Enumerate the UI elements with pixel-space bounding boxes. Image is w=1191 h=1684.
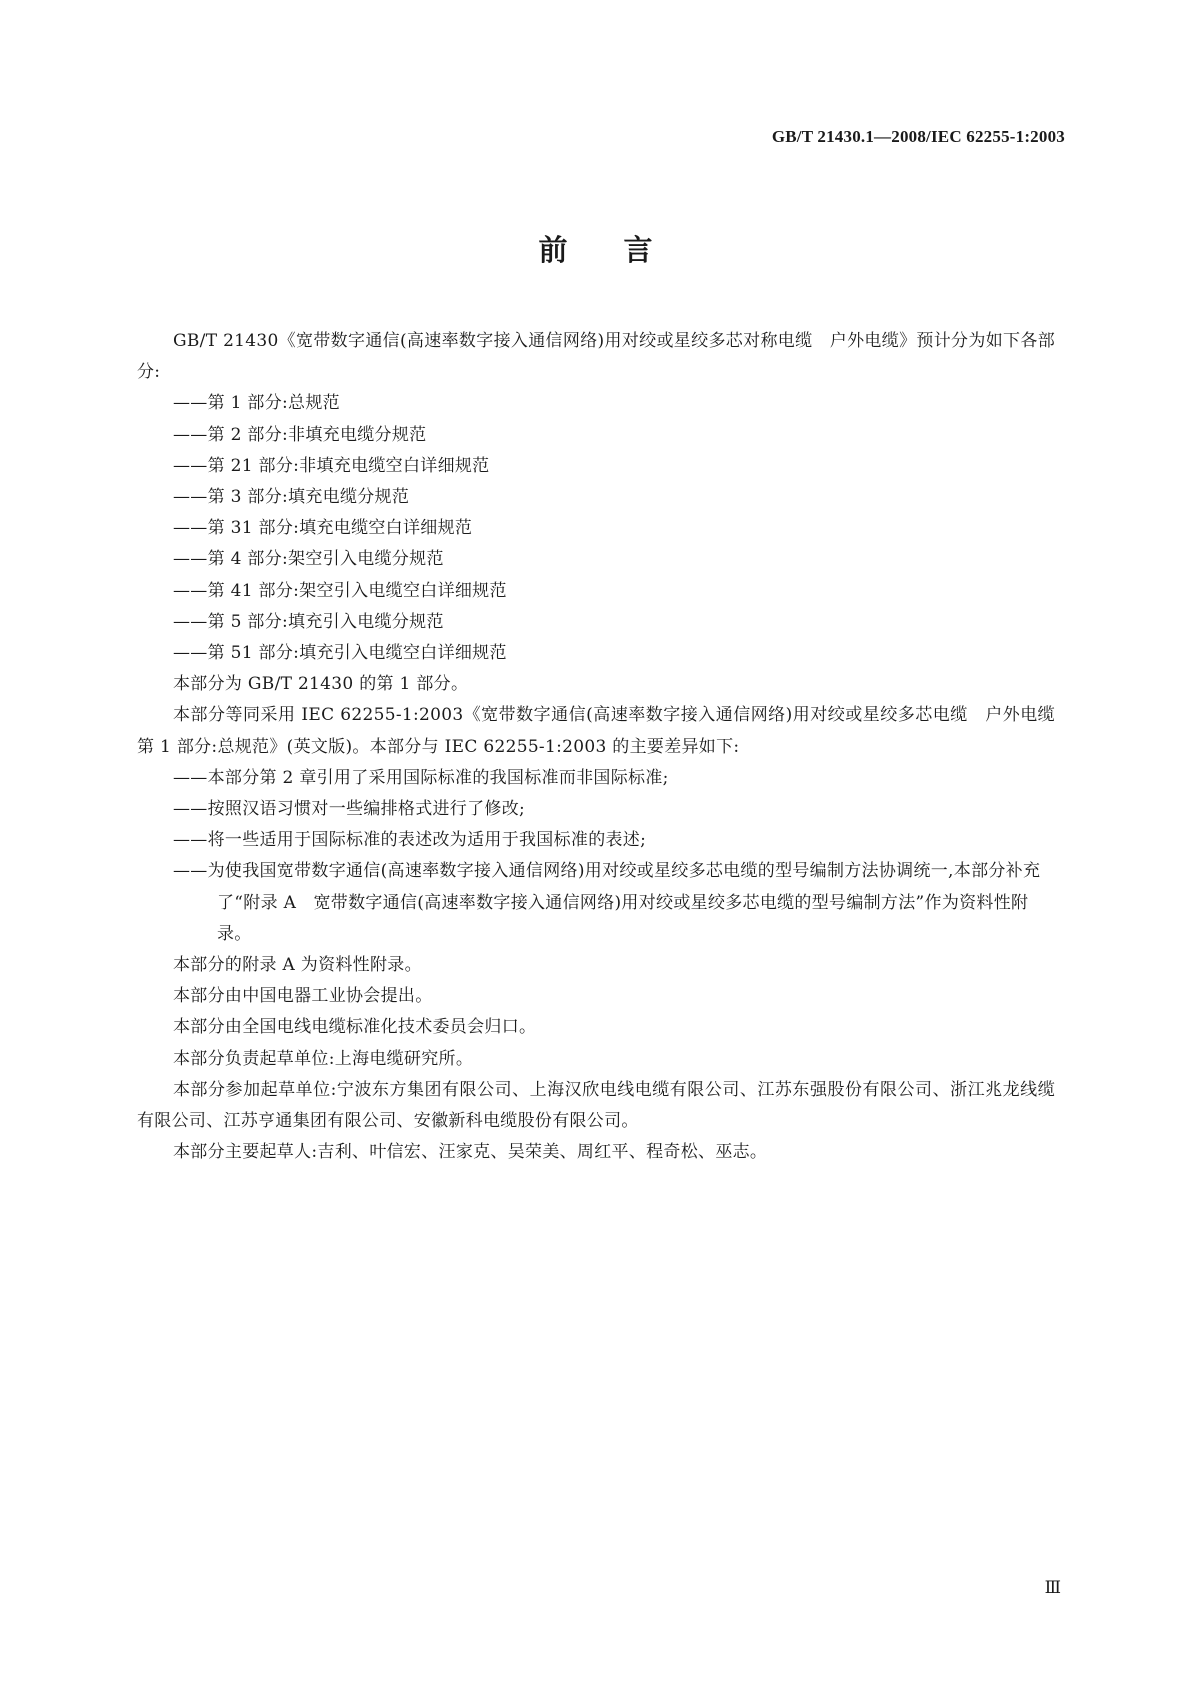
list-item: ——第 4 部分:架空引入电缆分规范 bbox=[173, 549, 444, 570]
list-item: ——按照汉语习惯对一些编排格式进行了修改; bbox=[173, 799, 526, 820]
parts-list bbox=[137, 388, 1055, 669]
preface-body bbox=[137, 326, 1073, 1168]
differences-list bbox=[137, 763, 1055, 950]
drafters-paragraph: 本部分主要起草人:吉利、叶信宏、汪家克、吴荣美、周红平、程奇松、巫志。 bbox=[173, 1142, 768, 1163]
list-item: ——第 5 部分:填充引入电缆分规范 bbox=[173, 611, 444, 632]
list-item: ——第 51 部分:填充引入电缆空白详细规范 bbox=[173, 643, 507, 664]
equivalence-paragraph: 本部分等同采用 IEC 62255-1:2003《宽带数字通信(高速率数字接入通信网络)用对绞或星绞多芯电缆 户外电缆 第 1 部分:总规范》(英文版)。本部分与 IEC 62255-1:2003 的主要差异如下: bbox=[137, 705, 1073, 757]
list-item: ——第 21 部分:非填充电缆空白详细规范 bbox=[173, 455, 490, 476]
participants-paragraph: 本部分参加起草单位:宁波东方集团有限公司、上海汉欣电线电缆有限公司、江苏东强股份有限公司、浙江兆龙线缆有限公司、江苏亨通集团有限公司、安徽新科电缆股份有限公司。 bbox=[137, 1079, 1055, 1132]
this-part-paragraph: 本部分为 GB/T 21430 的第 1 部分。 bbox=[173, 674, 469, 695]
list-item: ——第 1 部分:总规范 bbox=[173, 393, 340, 414]
list-item: ——为使我国宽带数字通信(高速率数字接入通信网络)用对绞或星绞多芯电缆的型号编制方法协调统一,本部分补充了“附录 A 宽带数字通信(高速率数字接入通信网络)用对绞或星绞多芯电缆的型号编制方法”作为资料性附录。 bbox=[173, 861, 1041, 944]
drafting-lead-paragraph: 本部分负责起草单位:上海电缆研究所。 bbox=[173, 1048, 474, 1069]
list-item: ——第 31 部分:填充电缆空白详细规范 bbox=[173, 518, 473, 539]
list-item: ——本部分第 2 章引用了采用国际标准的我国标准而非国际标准; bbox=[173, 767, 669, 788]
page-title: 前言 bbox=[538, 233, 709, 267]
proposed-by-paragraph: 本部分由中国电器工业协会提出。 bbox=[173, 986, 433, 1007]
annex-paragraph: 本部分的附录 A 为资料性附录。 bbox=[173, 955, 422, 976]
intro-paragraph: GB/T 21430《宽带数字通信(高速率数字接入通信网络)用对绞或星绞多芯对称电缆 户外电缆》预计分为如下各部分: bbox=[137, 331, 1055, 383]
page-number: Ⅲ bbox=[1044, 1578, 1061, 1597]
list-item: ——将一些适用于国际标准的表述改为适用于我国标准的表述; bbox=[173, 830, 647, 851]
list-item: ——第 41 部分:架空引入电缆空白详细规范 bbox=[173, 580, 507, 601]
list-item: ——第 2 部分:非填充电缆分规范 bbox=[173, 424, 427, 445]
standard-code-header: GB/T 21430.1—2008/IEC 62255-1:2003 bbox=[771, 127, 1065, 146]
list-item: ——第 3 部分:填充电缆分规范 bbox=[173, 487, 410, 508]
centralized-by-paragraph: 本部分由全国电线电缆标准化技术委员会归口。 bbox=[173, 1017, 537, 1038]
